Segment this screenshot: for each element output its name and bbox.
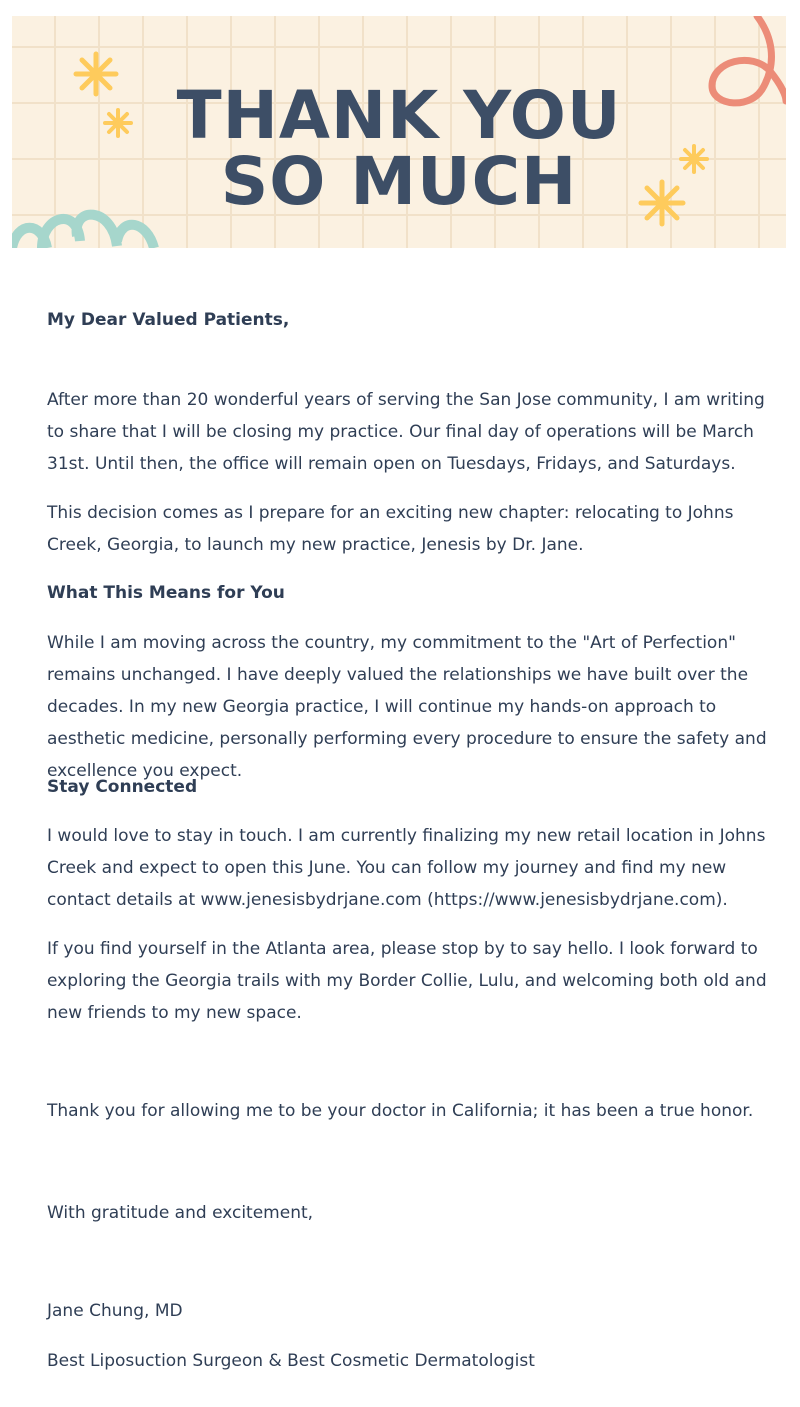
paragraph-closing-announcement: After more than 20 wonderful years of serving the San Jose community, I am writing to share that I will be closing my practice. Our final day of operations will be March 31st. Until then, the office will remain open on Tuesdays, Fridays, and Saturdays. xyxy=(47,390,765,474)
paragraph-commitment: While I am moving across the country, my commitment to the "Art of Perfection" remains unchanged. I have deeply valued the relationships we have built over the decades. In my new Georgia practice, I will continue my hands-on approach to aesthetic medicine, personally performing every procedure to ensure the safety and excellence you expect. xyxy=(47,633,767,781)
paragraph-relocation: This decision comes as I prepare for an exciting new chapter: relocating to Johns Creek, Georgia, to launch my new practice, Jenesis by Dr. Jane. xyxy=(47,503,734,555)
paragraph-stay-in-touch: I would love to stay in touch. I am currently finalizing my new retail location in Johns Creek and expect to open this June. You can follow my journey and find my new contact details at www.jenesisbydrjane.com (https://www.jenesisbydrjane.com). xyxy=(47,826,766,910)
signature-name: Jane Chung, MD xyxy=(47,1301,183,1321)
teal-scallop xyxy=(12,215,154,248)
signature-title: Best Liposuction Surgeon & Best Cosmetic Dermatologist xyxy=(47,1351,535,1371)
banner-title-line2: SO MUCH xyxy=(220,143,578,220)
thanks-line: Thank you for allowing me to be your doctor in California; it has been a true honor. xyxy=(47,1101,754,1121)
banner-title-line1: THANK YOU xyxy=(176,77,622,154)
closing-line: With gratitude and excitement, xyxy=(47,1203,314,1223)
heading-stay-connected: Stay Connected xyxy=(47,777,198,797)
paragraph-atlanta: If you find yourself in the Atlanta area, please stop by to say hello. I look forward to exploring the Georgia trails with my Border Collie, Lulu, and welcoming both old and new friends to my new space. xyxy=(47,939,767,1023)
thank-you-banner xyxy=(12,16,786,248)
greeting: My Dear Valued Patients, xyxy=(47,310,290,330)
heading-what-this-means: What This Means for You xyxy=(47,583,285,603)
